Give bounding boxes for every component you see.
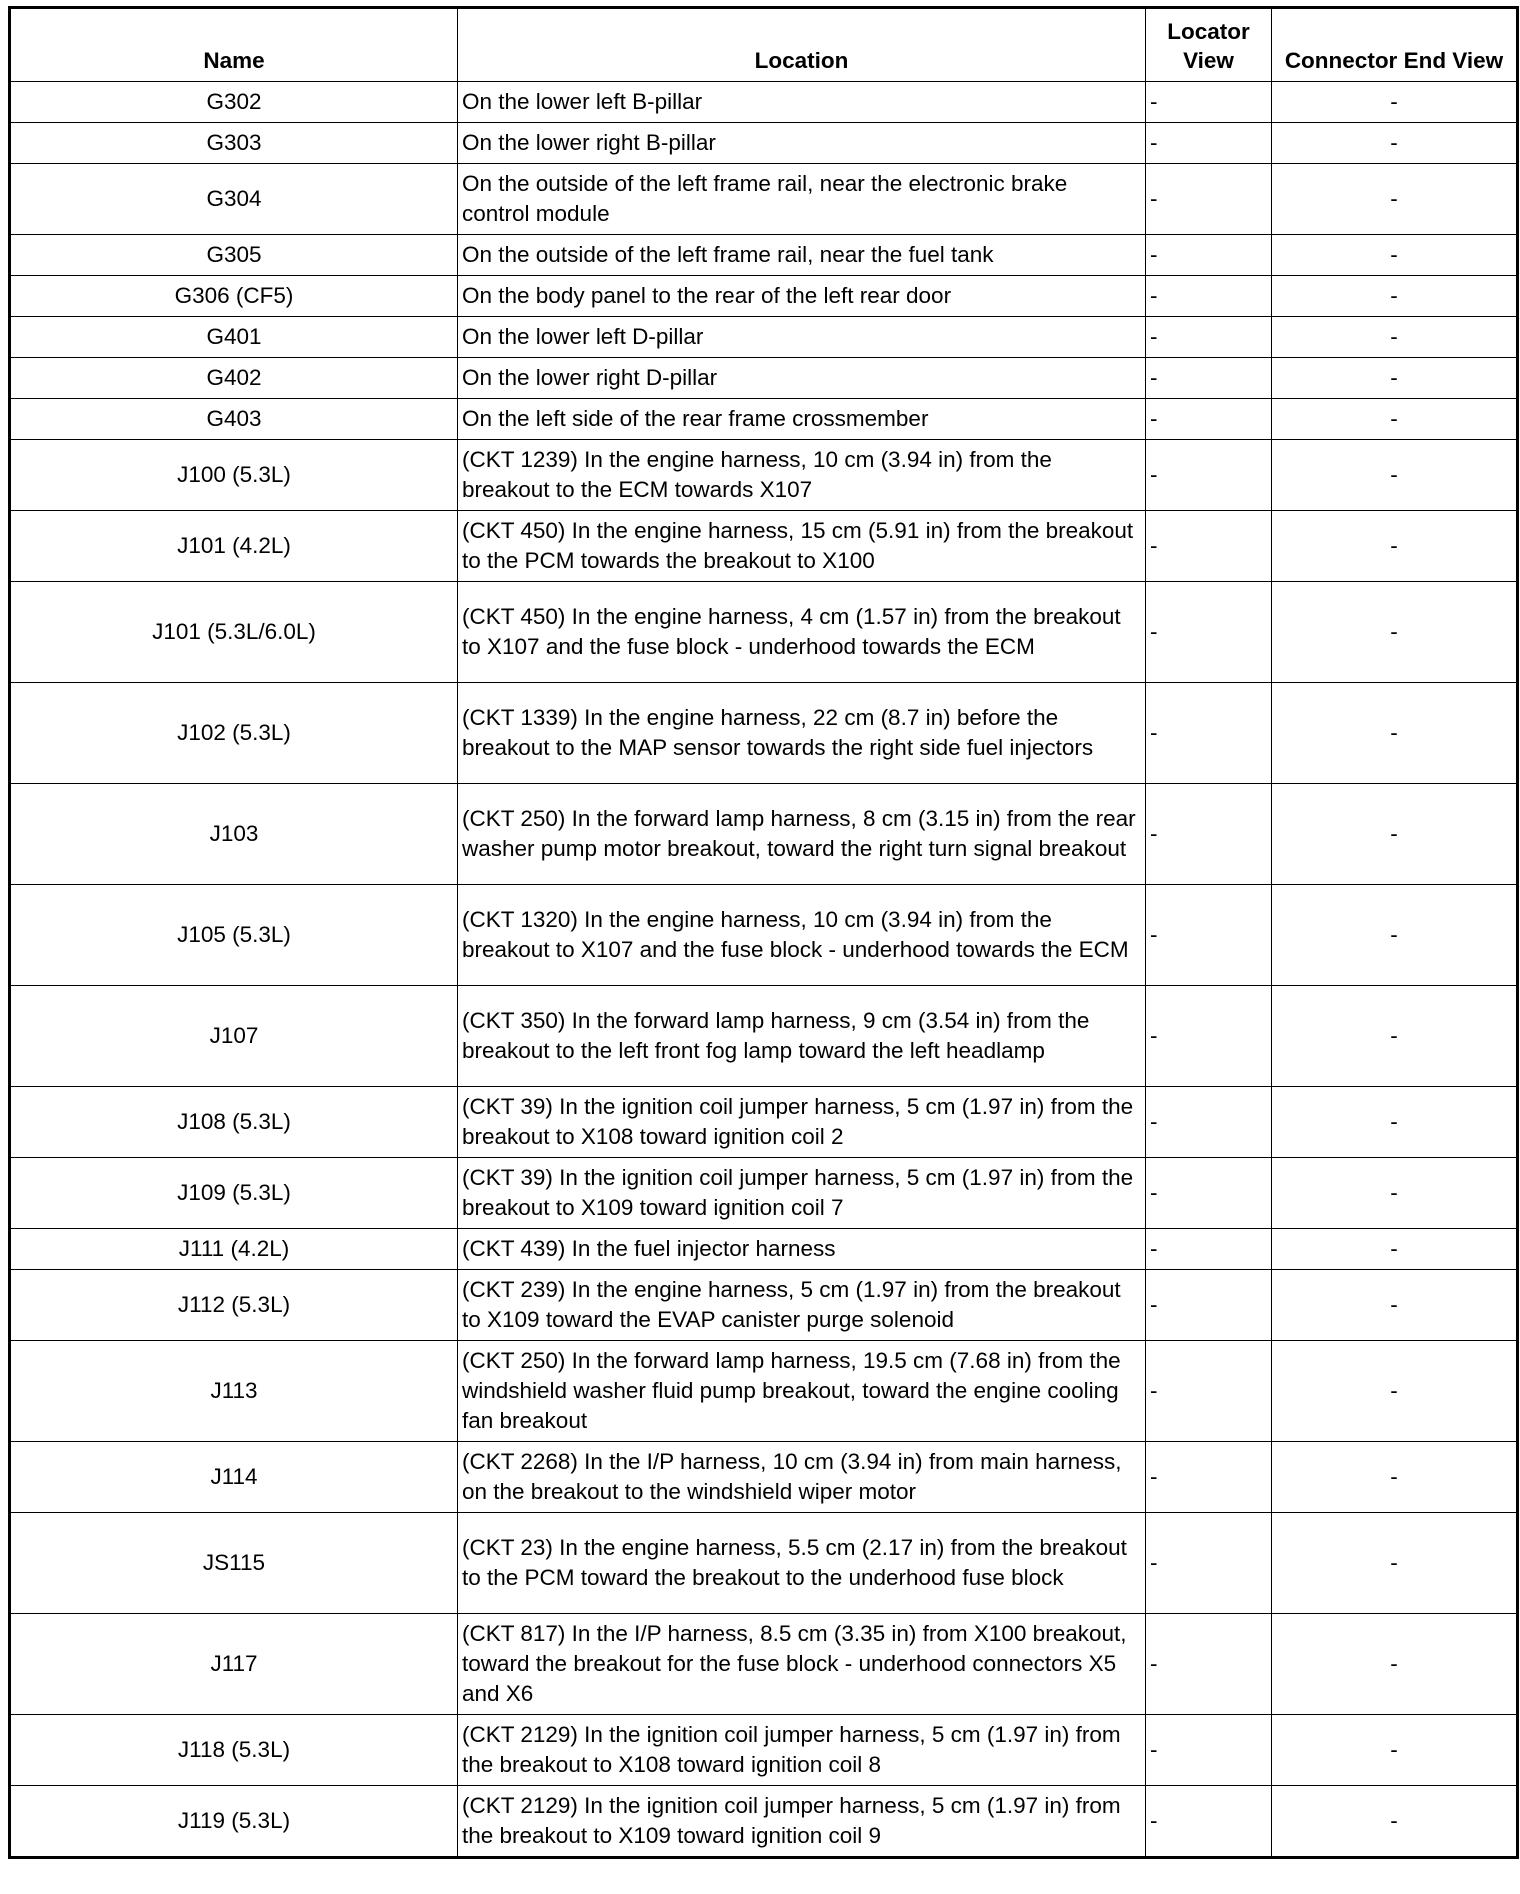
cell-locator-view: - — [1146, 399, 1272, 440]
cell-location: (CKT 450) In the engine harness, 15 cm (5.91 in) from the breakout to the PCM towards the breakout to X100 — [458, 511, 1146, 582]
cell-name: J118 (5.3L) — [10, 1715, 458, 1786]
cell-location: (CKT 439) In the fuel injector harness — [458, 1229, 1146, 1270]
cell-name: JS115 — [10, 1513, 458, 1614]
cell-name: J112 (5.3L) — [10, 1270, 458, 1341]
cell-name: G402 — [10, 358, 458, 399]
table-row — [10, 1513, 1518, 1614]
cell-name: J114 — [10, 1442, 458, 1513]
table-row — [10, 986, 1518, 1087]
table-row — [10, 440, 1518, 511]
cell-location: On the lower left B-pillar — [458, 82, 1146, 123]
cell-connector-end-view: - — [1272, 1158, 1518, 1229]
cell-connector-end-view: - — [1272, 511, 1518, 582]
table-row — [10, 1786, 1518, 1858]
cell-locator-view: - — [1146, 164, 1272, 235]
cell-locator-view: - — [1146, 1158, 1272, 1229]
cell-name: J113 — [10, 1341, 458, 1442]
cell-locator-view: - — [1146, 986, 1272, 1087]
cell-name: J111 (4.2L) — [10, 1229, 458, 1270]
cell-locator-view: - — [1146, 885, 1272, 986]
cell-connector-end-view: - — [1272, 1786, 1518, 1858]
cell-name: G304 — [10, 164, 458, 235]
cell-locator-view: - — [1146, 440, 1272, 511]
cell-connector-end-view: - — [1272, 582, 1518, 683]
cell-connector-end-view: - — [1272, 1442, 1518, 1513]
table-row — [10, 82, 1518, 123]
cell-name: G306 (CF5) — [10, 276, 458, 317]
cell-location: On the body panel to the rear of the left rear door — [458, 276, 1146, 317]
table-row — [10, 123, 1518, 164]
cell-name: G305 — [10, 235, 458, 276]
cell-locator-view: - — [1146, 1087, 1272, 1158]
cell-locator-view: - — [1146, 358, 1272, 399]
table-row — [10, 317, 1518, 358]
header-name: Name — [10, 8, 458, 82]
component-location-table — [8, 6, 1519, 1859]
cell-location: (CKT 23) In the engine harness, 5.5 cm (2.17 in) from the breakout to the PCM toward the breakout to the underhood fuse block — [458, 1513, 1146, 1614]
cell-locator-view: - — [1146, 82, 1272, 123]
table-row — [10, 582, 1518, 683]
cell-location: On the outside of the left frame rail, near the electronic brake control module — [458, 164, 1146, 235]
table-row — [10, 784, 1518, 885]
cell-locator-view: - — [1146, 1270, 1272, 1341]
cell-name: J101 (5.3L/6.0L) — [10, 582, 458, 683]
table-row — [10, 164, 1518, 235]
cell-connector-end-view: - — [1272, 358, 1518, 399]
cell-name: J109 (5.3L) — [10, 1158, 458, 1229]
cell-locator-view: - — [1146, 235, 1272, 276]
cell-connector-end-view: - — [1272, 317, 1518, 358]
cell-name: J108 (5.3L) — [10, 1087, 458, 1158]
cell-locator-view: - — [1146, 1715, 1272, 1786]
cell-connector-end-view: - — [1272, 235, 1518, 276]
cell-connector-end-view: - — [1272, 82, 1518, 123]
cell-connector-end-view: - — [1272, 123, 1518, 164]
table-row — [10, 1229, 1518, 1270]
cell-connector-end-view: - — [1272, 1614, 1518, 1715]
cell-connector-end-view: - — [1272, 683, 1518, 784]
cell-name: G401 — [10, 317, 458, 358]
cell-name: J107 — [10, 986, 458, 1087]
cell-connector-end-view: - — [1272, 885, 1518, 986]
cell-location: On the lower left D-pillar — [458, 317, 1146, 358]
cell-locator-view: - — [1146, 317, 1272, 358]
cell-location: On the outside of the left frame rail, near the fuel tank — [458, 235, 1146, 276]
cell-connector-end-view: - — [1272, 986, 1518, 1087]
cell-location: (CKT 1239) In the engine harness, 10 cm (3.94 in) from the breakout to the ECM towards X107 — [458, 440, 1146, 511]
table-row — [10, 1087, 1518, 1158]
cell-location: (CKT 250) In the forward lamp harness, 8 cm (3.15 in) from the rear washer pump motor breakout, toward the right turn signal breakout — [458, 784, 1146, 885]
cell-name: J117 — [10, 1614, 458, 1715]
header-row — [10, 8, 1518, 82]
cell-locator-view: - — [1146, 1341, 1272, 1442]
cell-connector-end-view: - — [1272, 1715, 1518, 1786]
header-locator-view: Locator View — [1146, 8, 1272, 82]
cell-location: (CKT 817) In the I/P harness, 8.5 cm (3.35 in) from X100 breakout, toward the breakout for the fuse block - underhood connectors X5 and X6 — [458, 1614, 1146, 1715]
cell-name: G302 — [10, 82, 458, 123]
table-row — [10, 1158, 1518, 1229]
cell-name: J103 — [10, 784, 458, 885]
cell-location: On the lower right D-pillar — [458, 358, 1146, 399]
cell-connector-end-view: - — [1272, 399, 1518, 440]
cell-locator-view: - — [1146, 683, 1272, 784]
cell-locator-view: - — [1146, 1614, 1272, 1715]
cell-location: On the left side of the rear frame crossmember — [458, 399, 1146, 440]
table-row — [10, 1270, 1518, 1341]
cell-locator-view: - — [1146, 276, 1272, 317]
cell-connector-end-view: - — [1272, 1087, 1518, 1158]
cell-location: (CKT 39) In the ignition coil jumper harness, 5 cm (1.97 in) from the breakout to X109 toward ignition coil 7 — [458, 1158, 1146, 1229]
table-row — [10, 1715, 1518, 1786]
cell-connector-end-view: - — [1272, 276, 1518, 317]
cell-locator-view: - — [1146, 1442, 1272, 1513]
cell-name: J100 (5.3L) — [10, 440, 458, 511]
table-row — [10, 885, 1518, 986]
cell-location: (CKT 39) In the ignition coil jumper harness, 5 cm (1.97 in) from the breakout to X108 toward ignition coil 2 — [458, 1087, 1146, 1158]
cell-location: (CKT 1339) In the engine harness, 22 cm (8.7 in) before the breakout to the MAP sensor towards the right side fuel injectors — [458, 683, 1146, 784]
table-row — [10, 683, 1518, 784]
cell-connector-end-view: - — [1272, 784, 1518, 885]
cell-connector-end-view: - — [1272, 1341, 1518, 1442]
cell-location: (CKT 450) In the engine harness, 4 cm (1.57 in) from the breakout to X107 and the fuse block - underhood towards the ECM — [458, 582, 1146, 683]
table-row — [10, 276, 1518, 317]
cell-location: (CKT 1320) In the engine harness, 10 cm (3.94 in) from the breakout to X107 and the fuse block - underhood towards the ECM — [458, 885, 1146, 986]
table-row — [10, 358, 1518, 399]
cell-location: (CKT 350) In the forward lamp harness, 9 cm (3.54 in) from the breakout to the left front fog lamp toward the left headlamp — [458, 986, 1146, 1087]
cell-connector-end-view: - — [1272, 1229, 1518, 1270]
cell-locator-view: - — [1146, 1513, 1272, 1614]
table-row — [10, 1442, 1518, 1513]
cell-connector-end-view: - — [1272, 164, 1518, 235]
cell-location: (CKT 239) In the engine harness, 5 cm (1.97 in) from the breakout to X109 toward the EVAP canister purge solenoid — [458, 1270, 1146, 1341]
cell-locator-view: - — [1146, 582, 1272, 683]
table-row — [10, 399, 1518, 440]
cell-locator-view: - — [1146, 784, 1272, 885]
cell-location: (CKT 250) In the forward lamp harness, 19.5 cm (7.68 in) from the windshield washer fluid pump breakout, toward the engine cooling fan breakout — [458, 1341, 1146, 1442]
cell-name: J119 (5.3L) — [10, 1786, 458, 1858]
table-row — [10, 1341, 1518, 1442]
cell-connector-end-view: - — [1272, 440, 1518, 511]
header-connector-end-view: Connector End View — [1272, 8, 1518, 82]
cell-connector-end-view: - — [1272, 1513, 1518, 1614]
cell-locator-view: - — [1146, 1229, 1272, 1270]
cell-name: J105 (5.3L) — [10, 885, 458, 986]
cell-locator-view: - — [1146, 511, 1272, 582]
header-location: Location — [458, 8, 1146, 82]
cell-locator-view: - — [1146, 1786, 1272, 1858]
cell-location: (CKT 2268) In the I/P harness, 10 cm (3.94 in) from main harness, on the breakout to the windshield wiper motor — [458, 1442, 1146, 1513]
cell-location: On the lower right B-pillar — [458, 123, 1146, 164]
cell-name: J101 (4.2L) — [10, 511, 458, 582]
table-row — [10, 235, 1518, 276]
table-row — [10, 511, 1518, 582]
cell-name: G403 — [10, 399, 458, 440]
table-body — [10, 82, 1518, 1858]
cell-location: (CKT 2129) In the ignition coil jumper harness, 5 cm (1.97 in) from the breakout to X109 toward ignition coil 9 — [458, 1786, 1146, 1858]
cell-name: G303 — [10, 123, 458, 164]
cell-locator-view: - — [1146, 123, 1272, 164]
cell-location: (CKT 2129) In the ignition coil jumper harness, 5 cm (1.97 in) from the breakout to X108 toward ignition coil 8 — [458, 1715, 1146, 1786]
cell-connector-end-view: - — [1272, 1270, 1518, 1341]
cell-name: J102 (5.3L) — [10, 683, 458, 784]
table-row — [10, 1614, 1518, 1715]
